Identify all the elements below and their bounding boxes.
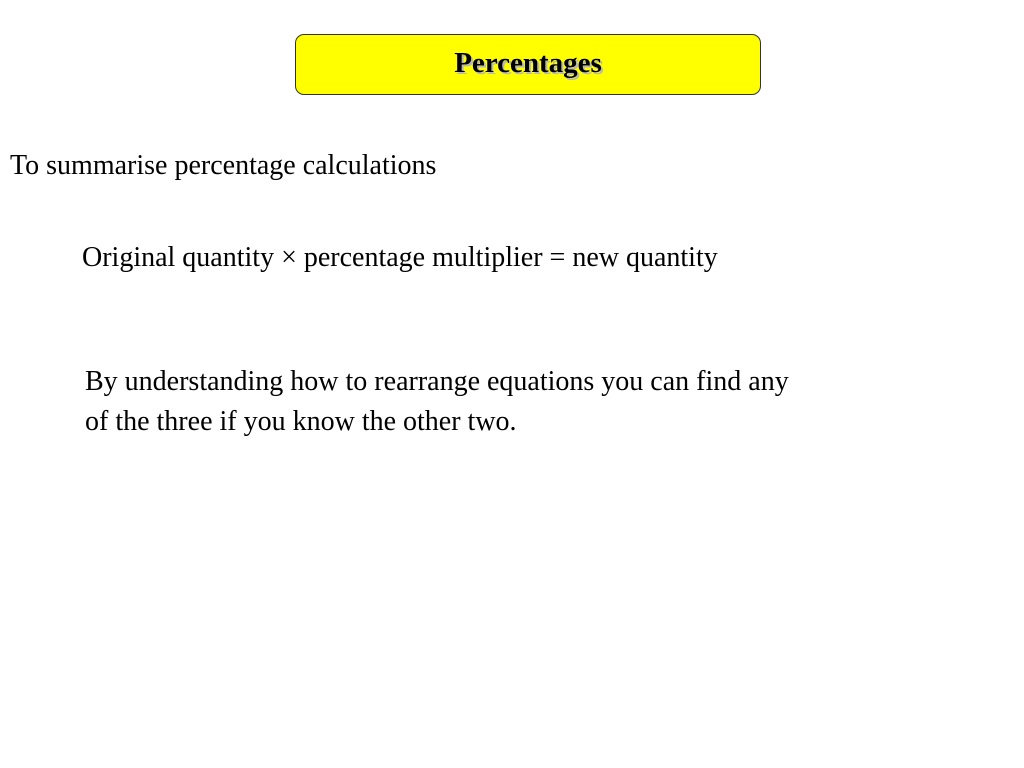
explanation-paragraph	[85, 362, 965, 442]
title-box	[295, 34, 761, 95]
explanation-line: By understanding how to rearrange equations you can find any	[85, 366, 789, 397]
slide-title: Percentages	[454, 47, 602, 79]
formula-text: Original quantity × percentage multiplier = new quantity	[82, 242, 718, 273]
intro-text: To summarise percentage calculations	[10, 150, 437, 181]
explanation-line: of the three if you know the other two.	[85, 406, 517, 437]
